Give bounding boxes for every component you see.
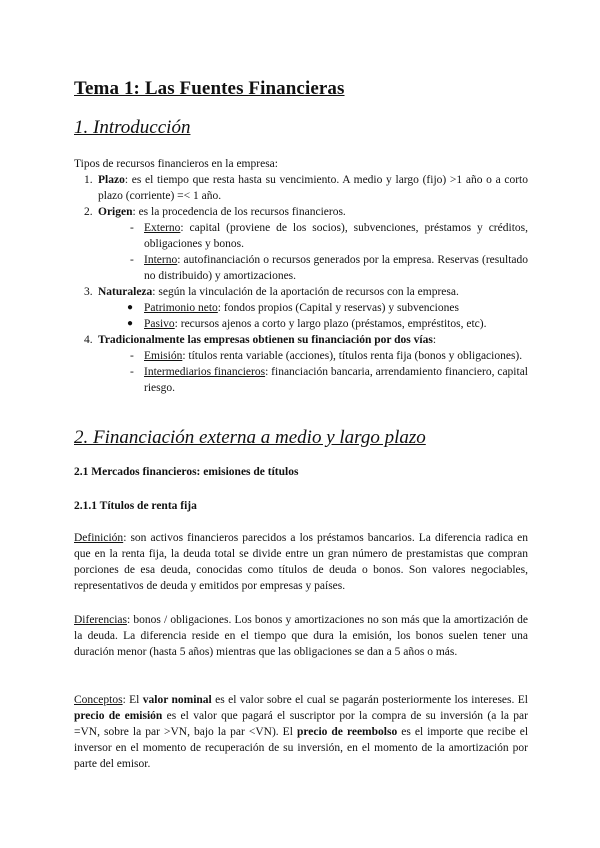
list-item-plazo — [74, 172, 528, 204]
text-externo: : capital (proviene de los socios), subvenciones, préstamos y créditos, obligaciones y bonos. — [144, 222, 528, 250]
list-item-origen — [74, 204, 528, 220]
resource-types-list — [74, 172, 528, 396]
dash-marker: - — [130, 254, 134, 266]
section-1-body — [74, 156, 528, 396]
definicion-paragraph — [74, 530, 528, 594]
text-patrimonio-neto: : fondos propios (Capital y reservas) y subvenciones — [217, 302, 459, 314]
text-pasivo: : recursos ajenos a corto y largo plazo (préstamos, empréstitos, etc). — [174, 318, 487, 330]
diferencias-label: Diferencias — [74, 614, 127, 626]
bullet-icon: ● — [127, 302, 134, 313]
list-number: 1. — [84, 174, 93, 186]
precio-emision-term: precio de emisión — [74, 710, 163, 722]
term-naturaleza: Naturaleza — [98, 286, 153, 298]
dash-marker: - — [130, 350, 134, 362]
definicion-label: Definición — [74, 532, 124, 544]
text-plazo: : es el tiempo que resta hasta su vencimiento. A medio y largo (fijo) >1 año o a corto plazo (corriente) =< 1 año. — [98, 174, 528, 202]
sub-item-externo — [74, 220, 528, 252]
term-interno: Interno — [144, 254, 178, 266]
list-number: 4. — [84, 334, 93, 346]
list-item-vias — [74, 332, 528, 348]
term-vias: Tradicionalmente las empresas obtienen su financiación por dos vías — [98, 334, 433, 346]
intro-text: Tipos de recursos financieros en la empresa: — [74, 158, 278, 170]
term-intermediarios: Intermediarios financieros — [144, 366, 266, 378]
conceptos-text-3: es el valor que pagará el suscriptor por la compra de su inversión (a la par =VN, sobre la par >VN, bajo la par <VN). El — [74, 710, 528, 738]
text-interno: : autofinanciación o recursos generados por la empresa. Reservas (resultado no distribuido) y amortizaciones. — [144, 254, 528, 282]
diferencias-paragraph — [74, 612, 528, 660]
dash-marker: - — [130, 222, 134, 234]
dash-marker: - — [130, 366, 134, 378]
text-naturaleza: : según la vinculación de la aportación de recursos con la empresa. — [152, 286, 459, 298]
term-externo: Externo — [144, 222, 181, 234]
document-title: Tema 1: Las Fuentes Financieras — [74, 78, 345, 99]
term-patrimonio-neto: Patrimonio neto — [144, 302, 218, 314]
list-item-naturaleza — [74, 284, 528, 300]
conceptos-text-2: es el valor sobre el cual se pagarán posteriormente los intereses. El — [211, 694, 528, 706]
conceptos-label: Conceptos — [74, 694, 123, 706]
precio-reembolso-term: precio de reembolso — [296, 726, 398, 738]
text-origen: : es la procedencia de los recursos financieros. — [132, 206, 346, 218]
list-number: 2. — [84, 206, 93, 218]
subsection-2-1-heading: 2.1 Mercados financieros: emisiones de títulos — [74, 466, 299, 478]
list-number: 3. — [84, 286, 93, 298]
diferencias-text: : bonos / obligaciones. Los bonos y amortizaciones no son más que la amortización de la deuda. La diferencia reside en el tiempo que dura la emisión, los bonos suelen tener una duración menor (hasta 5 años) mientras que las obligaciones se dan a 5 años o más. — [74, 614, 528, 658]
term-pasivo: Pasivo — [144, 318, 175, 330]
sub-item-pasivo — [74, 316, 528, 332]
conceptos-text-1: : El — [122, 694, 143, 706]
valor-nominal-term: valor nominal — [142, 694, 212, 706]
sub-item-interno — [74, 252, 528, 284]
text-emision: : títulos renta variable (acciones), títulos renta fija (bonos y obligaciones). — [182, 350, 523, 362]
section-2-heading: 2. Financiación externa a medio y largo plazo — [74, 427, 426, 448]
text-intermediarios: : financiación bancaria, arrendamiento financiero, capital riesgo. — [144, 366, 528, 394]
conceptos-paragraph — [74, 692, 528, 772]
term-emision: Emisión — [144, 350, 183, 362]
term-origen: Origen — [98, 206, 133, 218]
term-plazo: Plazo — [98, 174, 125, 186]
definicion-text: : son activos financieros parecidos a los préstamos bancarios. La diferencia radica en que en la renta fija, la deuda total se divide entre un gran número de prestamistas que compran porciones de esa deuda, conocidas como títulos de deuda o bonos. Son valores negociables, representativos de deuda y emitidos por empresas y países. — [74, 532, 528, 592]
section-1-heading: 1. Introducción — [74, 117, 191, 138]
sub-item-emision — [74, 348, 528, 364]
bullet-icon: ● — [127, 318, 134, 329]
sub-item-intermediarios — [74, 364, 528, 396]
subsection-2-1-1-heading: 2.1.1 Títulos de renta fija — [74, 500, 197, 512]
text-vias: : — [432, 334, 437, 346]
sub-item-patrimonio-neto — [74, 300, 528, 316]
conceptos-text-4: es el importe que recibe el inversor en el momento de recuperación de su inversión, en el momento de la amortización por parte del emisor. — [74, 726, 529, 770]
